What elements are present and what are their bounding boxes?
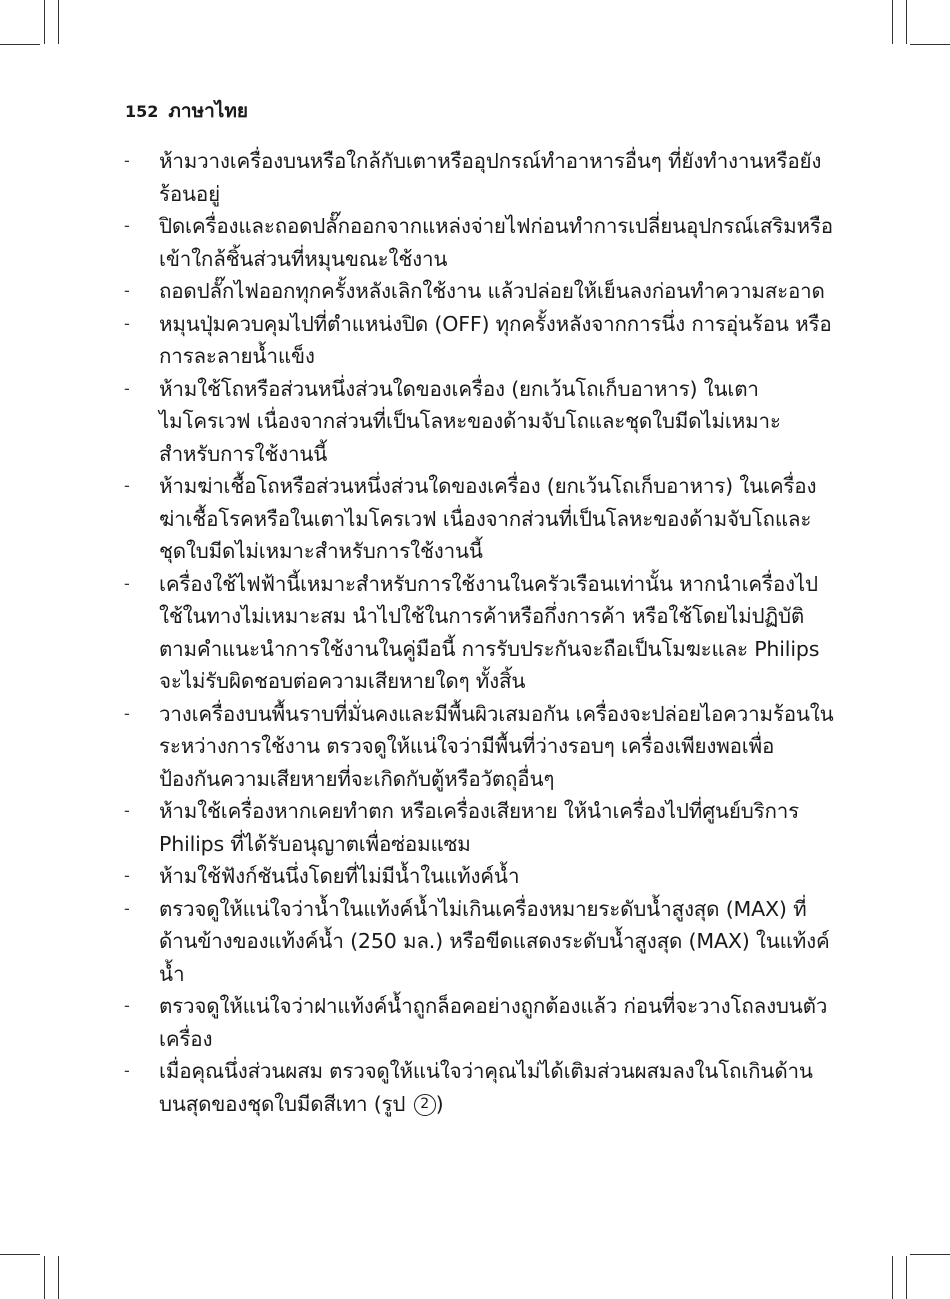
page-number: 152: [125, 102, 159, 121]
bullet-dash: -: [124, 151, 130, 170]
list-item: [124, 795, 834, 860]
bullet-text: วางเครื่องบนพื้นราบที่มั่นคงและมีพื้นผิวเสมอกัน เครื่องจะปล่อยไอความร้อนในระหว่างการใช้งาน ตรวจดูให้แน่ใจว่ามีพื้นที่ว่างรอบๆ เครื่องเพียงพอเพื่อป้องกันความเสียหายที่จะเกิดกับตู้หรือวัตถุอื่นๆ: [159, 701, 834, 791]
bullet-text: ห้ามใช้ฟังก์ชันนึ่งโดยที่ไม่มีน้ำในแท้งค์น้ำ: [159, 864, 520, 888]
bullet-dash: -: [124, 573, 130, 593]
bullet-text: ห้ามใช้โถหรือส่วนหนึ่งส่วนใดของเครื่อง (ยกเว้นโถเก็บอาหาร) ในเตาไมโครเวฟ เนื่องจากส่วนที่เป็นโลหะของด้ามจับโถและชุดใบมีดไม่เหมาะสำหรับการใช้งานนี้: [159, 376, 781, 466]
bullet-dash: -: [124, 313, 130, 333]
bullet-close-paren: ): [435, 1091, 444, 1116]
crop-mark: [44, 1256, 45, 1299]
bullet-dash: -: [124, 378, 130, 398]
page-header: [125, 96, 248, 126]
bullet-text: ห้ามใช้เครื่องหากเคยทำตก หรือเครื่องเสียหาย ให้นำเครื่องไปที่ศูนย์บริการ Philips ที่ได้รับอนุญาตเพื่อซ่อมแซม: [159, 799, 800, 856]
figure-ref-badge: 2: [414, 1094, 436, 1116]
crop-mark: [892, 1256, 893, 1299]
crop-mark: [58, 0, 59, 44]
bullet-dash: -: [124, 476, 130, 495]
bullet-dash: -: [124, 703, 130, 723]
bullet-text: ปิดเครื่องและถอดปลั๊กออกจากแหล่งจ่ายไฟก่อนทำการเปลี่ยนอุปกรณ์เสริมหรือเข้าใกล้ชิ้นส่วนที่หมุนขณะใช้งาน: [159, 214, 833, 271]
list-item: [124, 893, 834, 991]
list-item: [124, 990, 834, 1055]
crop-mark: [910, 44, 950, 45]
section-language-title: ภาษาไทย: [168, 100, 249, 122]
list-item: [124, 145, 834, 210]
crop-mark: [0, 44, 40, 45]
bullet-text: เมื่อคุณนึ่งส่วนผสม ตรวจดูให้แน่ใจว่าคุณไม่ได้เติมส่วนผสมลงในโถเกินด้านบนสุดของชุดใบมีดสีเทา (รูป: [159, 1059, 813, 1116]
list-item: [124, 1055, 834, 1120]
bullet-dash: -: [124, 216, 130, 235]
list-item: [124, 698, 834, 796]
bullet-text: ตรวจดูให้แน่ใจว่าน้ำในแท้งค์น้ำไม่เกินเครื่องหมายระดับน้ำสูงสุด (MAX) ที่ด้านข้างของแท้งค์น้ำ (250 มล.) หรือขีดแสดงระดับน้ำสูงสุด (MAX) ในแท้งค์น้ำ: [159, 896, 830, 986]
crop-mark: [44, 0, 45, 44]
bullet-dash: -: [124, 866, 130, 885]
crop-mark: [906, 1256, 907, 1299]
bullet-text: หมุนปุ่มควบคุมไปที่ตำแหน่งปิด (OFF) ทุกครั้งหลังจากการนึ่ง การอุ่นร้อน หรือการละลายน้ำแข็ง: [159, 311, 832, 368]
crop-mark: [910, 1254, 950, 1255]
bullet-text: ห้ามวางเครื่องบนหรือใกล้กับเตาหรืออุปกรณ์ทำอาหารอื่นๆ ที่ยังทำงานหรือยังร้อนอยู่: [159, 149, 822, 206]
bullet-text: ห้ามฆ่าเชื้อโถหรือส่วนหนึ่งส่วนใดของเครื่อง (ยกเว้นโถเก็บอาหาร) ในเครื่องฆ่าเชื้อโรคหรือในเตาไมโครเวฟ เนื่องจากส่วนที่เป็นโลหะของด้ามจับโถและชุดใบมีดไม่เหมาะสำหรับการใช้งานนี้: [159, 474, 817, 563]
bullet-dash: -: [124, 281, 130, 300]
crop-mark: [892, 0, 893, 44]
list-item: [124, 275, 834, 308]
list-item: [124, 568, 834, 698]
bullet-dash: -: [124, 898, 130, 918]
crop-mark: [58, 1256, 59, 1299]
list-item: [124, 210, 834, 275]
crop-mark: [0, 1254, 40, 1255]
list-item: [124, 470, 834, 568]
bullet-dash: -: [124, 801, 130, 820]
crop-mark: [906, 0, 907, 44]
list-item: [124, 373, 834, 471]
bullet-dash: -: [124, 1061, 130, 1080]
bullet-dash: -: [124, 996, 130, 1015]
list-item: [124, 860, 834, 893]
bullet-text: ถอดปลั๊กไฟออกทุกครั้งหลังเลิกใช้งาน แล้วปล่อยให้เย็นลงก่อนทำความสะอาด: [159, 279, 825, 303]
safety-bullet-list: [124, 145, 834, 1120]
list-item: [124, 308, 834, 373]
bullet-text: เครื่องใช้ไฟฟ้านี้เหมาะสำหรับการใช้งานในครัวเรือนเท่านั้น หากนำเครื่องไปใช้ในทางไม่เหมาะสม นำไปใช้ในการค้าหรือกึ่งการค้า หรือใช้โดยไม่ปฏิบัติตามคำแนะนำการใช้งานในคู่มือนี้ การรับประกันจะถือเป็นโมฆะและ Philips จะไม่รับผิดชอบต่อความเสียหายใดๆ ทั้งสิ้น: [159, 571, 820, 693]
bullet-text: ตรวจดูให้แน่ใจว่าฝาแท้งค์น้ำถูกล็อคอย่างถูกต้องแล้ว ก่อนที่จะวางโถลงบนตัวเครื่อง: [159, 994, 828, 1051]
